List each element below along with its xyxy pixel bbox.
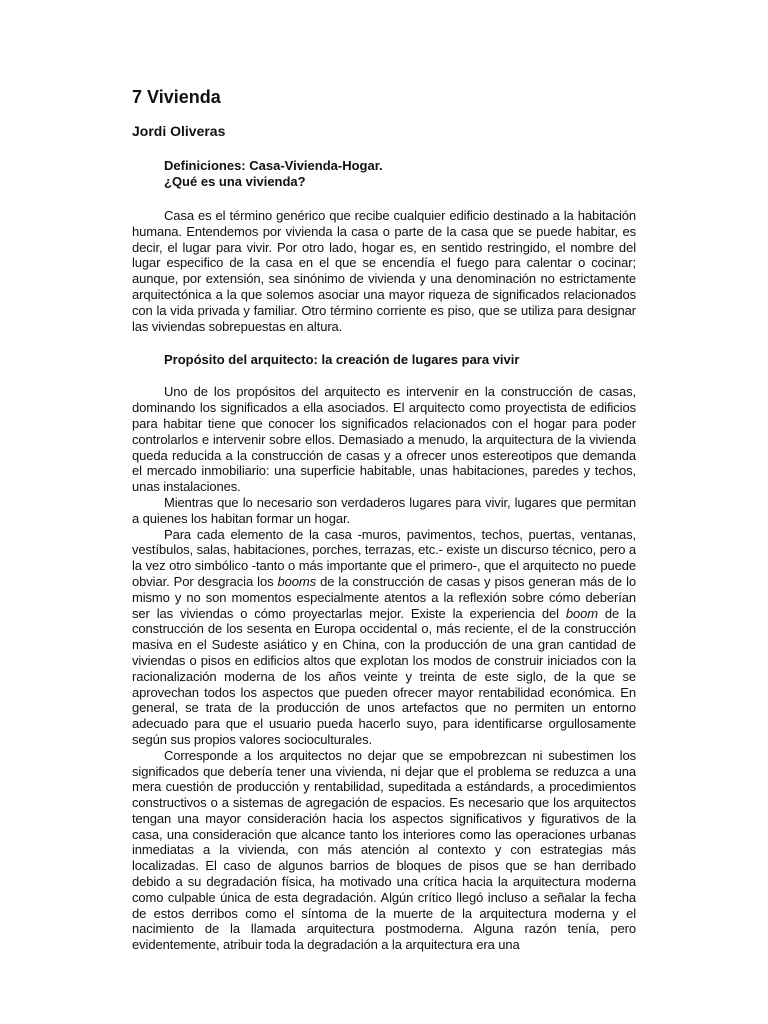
spacer [132,190,636,208]
paragraph-proposito-4: Corresponde a los arquitectos no dejar que se empobrezcan ni subestimen los significados que debería tener una vivienda, ni dejar que el problema se reduzca a una mera cuestión de producción y rentabilidad, supeditada a estándards, a procedimientos constructivos o a sistemas de agregación de espacios. Es necesario que los arquitectos tengan una mayor consideración hacia los aspectos significativos y figurativos de la casa, una consideración que alcance tanto los interiores como las operaciones urbanas inmediatas a la vivienda, con más atención al contexto y con estrategias más localizadas. El caso de algunos barrios de bloques de pisos que se han derribado debido a su degradación física, ha motivado una crítica hacia la arquitectura moderna como culpable única de esta degradación. Algún crítico llegó incluso a señalar la fecha de estos derribos como el síntoma de la muerte de la arquitectura moderna y el nacimiento de la llamada arquitectura postmoderna. Alguna razón tenía, pero evidentemente, atribuir toda la degradación a la arquitectura era una [132,747,636,953]
paragraph-text: de la construcción de casas y pisos generan más de lo mismo y no son momentos especialmente atentos a la reflexión sobre cómo deberían ser las viviendas o cómo proyectarlas mejor. Existe la experiencia del [132,573,636,621]
italic-term-boom: boom [565,605,598,621]
author-name: Jordi Oliveras [132,123,226,139]
paragraph-proposito-3 [132,527,636,748]
section-heading-line-1: Definiciones: Casa-Vivienda-Hogar. [164,158,383,173]
spacer [132,368,636,384]
italic-term-booms: booms [277,573,317,589]
document-content [132,86,636,953]
paragraph-text: de la construcción de los sesenta en Europa occidental o, más reciente, el de la construcción masiva en el Sudeste asiático y en China, con la producción de una gran cantidad de viviendas o pisos en edificios altos que explotan los modos de construir iniciados con la racionalización moderna de los años veinte y treinta de este siglo, de la que se aprovechan todos los aspectos que pueden ofrecer mayor rentabilidad económica. En general, se trata de la producción de unos artefactos que no permiten un entorno adecuado para que el usuario pueda hacerlo suyo, para identificarse orgullosamente según sus propios valores socioculturales. [132,605,636,747]
paragraph-proposito-2: Mientras que lo necesario son verdaderos lugares para vivir, lugares que permitan a quienes los habitan formar un hogar. [132,494,636,526]
paragraph-definiciones: Casa es el término genérico que recibe cualquier edificio destinado a la habitación humana. Entendemos por vivienda la casa o parte de la casa que se puede habitar, es decir, el lugar para vivir. Por otro lado, hogar es, en sentido restringido, el nombre del lugar especifico de la casa en el que se encendía el fuego para calentar o cocinar; aunque, por extensión, sea sinónimo de vivienda y una denominación no estrictamente arquitectónica a la que solemos asociar una mayor riqueza de significados relacionados con la vida privada y familiar. Otro término corriente es piso, que se utiliza para designar las viviendas sobrepuestas en altura. [132,208,636,334]
section-heading-line-2: ¿Qué es una vivienda? [164,174,306,189]
paragraph-text: Para cada elemento de la casa -muros, pavimentos, techos, puertas, ventanas, vestíbulos, salas, habitaciones, porches, terrazas, etc.- existe un discurso técnico, pero a la vez otro simbólico -tanto o más importante que el primero-, que el arquitecto no puede obviar. Por desgracia los [132,526,636,589]
section-heading-proposito: Propósito del arquitecto: la creación de lugares para vivir [164,352,520,368]
spacer [132,334,636,352]
section-heading-definiciones [132,158,636,190]
paragraph-proposito-1: Uno de los propósitos del arquitecto es intervenir en la construcción de casas, dominando los significados a ella asociados. El arquitecto como proyectista de edificios para habitar tiene que conocer los significados relacionados con el hogar para poder controlarlos e intervenir sobre ellos. Demasiado a menudo, la arquitectura de la vivienda queda reducida a la construcción de casas y a ofrecer unos estereotipos que demanda el mercado inmobiliario: una superficie habitable, unas habitaciones, paredes y techos, unas instalaciones. [132,384,636,495]
chapter-title: 7 Vivienda [132,87,221,107]
